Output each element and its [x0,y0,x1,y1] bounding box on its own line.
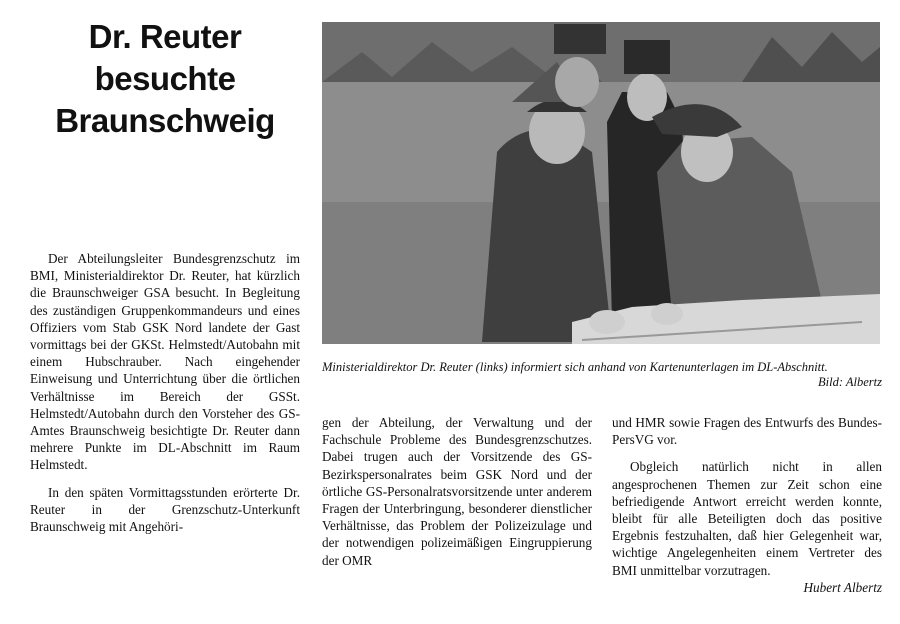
article-paragraph: und HMR sowie Fragen des Entwurfs des Bundes-PersVG vor. [612,415,882,448]
headline-line-2: besuchte [94,60,236,97]
headline-line-3: Braunschweig [55,102,275,139]
article-column-2 [322,414,592,569]
photo-caption [322,360,882,390]
photo-illustration [322,22,880,344]
headline [30,16,300,142]
article-paragraph: Der Abteilungsleiter Bundesgrenzschutz im BMI, Ministerialdirektor Dr. Reuter, hat kürzlich die Braunschweiger GSA besucht. In Begleitung des zuständigen Gruppenkommandeurs und eines Offiziers vom Stab GSK Nord landete der Gast vormittags bei der GKSt. Helmstedt/Autobahn mit einem Hubschrauber. Nach eingehender Einweisung und Unterrichtung über die örtlichen Verhältnisse im Bereich der GSSt. Helmstedt/Autobahn durch den Vorsteher des GS-Amtes Braunschweig besichtigte Dr. Reuter dann mehrere Punkte im DL-Abschnitt im Raum Helmstedt. [30,251,300,473]
caption-text: Ministerialdirektor Dr. Reuter (links) informiert sich anhand von Kartenunterlagen im DL-Abschnitt. [322,360,828,374]
article-column-3 [612,414,882,596]
article-paragraph: gen der Abteilung, der Verwaltung und der Fachschule Probleme des Bundesgrenzschutzes. Dabei trugen auch der Vorsitzende des GS-Bezirkspersonalrates beim GSK Nord und der örtliche GS-Personalratsvorsitzende unter anderem Fragen der Unterbringung, besonderer dienstlicher Verhältnisse, das Problem der Polizeizulage und der notwendigen polizeimäßigen Eingruppierung der OMR [322,415,592,568]
article-paragraph: Obgleich natürlich nicht in allen angesprochenen Themen zur Zeit schon eine befriedigende Antwort erreicht werden konnte, bleibt für alle Beteiligten doch das positive Ergebnis festzuhalten, daß hier Gelegenheit war, wichtige Angelegenheiten einem Vertreter des BMI unmittelbar vorzutragen. [612,459,882,578]
article-paragraph: In den späten Vormittagsstunden erörterte Dr. Reuter in der Grenzschutz-Unterkunft Braunschweig mit Angehöri- [30,484,300,535]
article-author: Hubert Albertz [803,579,882,595]
news-photo [322,22,880,344]
photo-credit: Bild: Albertz [817,375,882,389]
article-column-1 [30,250,300,535]
headline-line-1: Dr. Reuter [88,18,242,55]
